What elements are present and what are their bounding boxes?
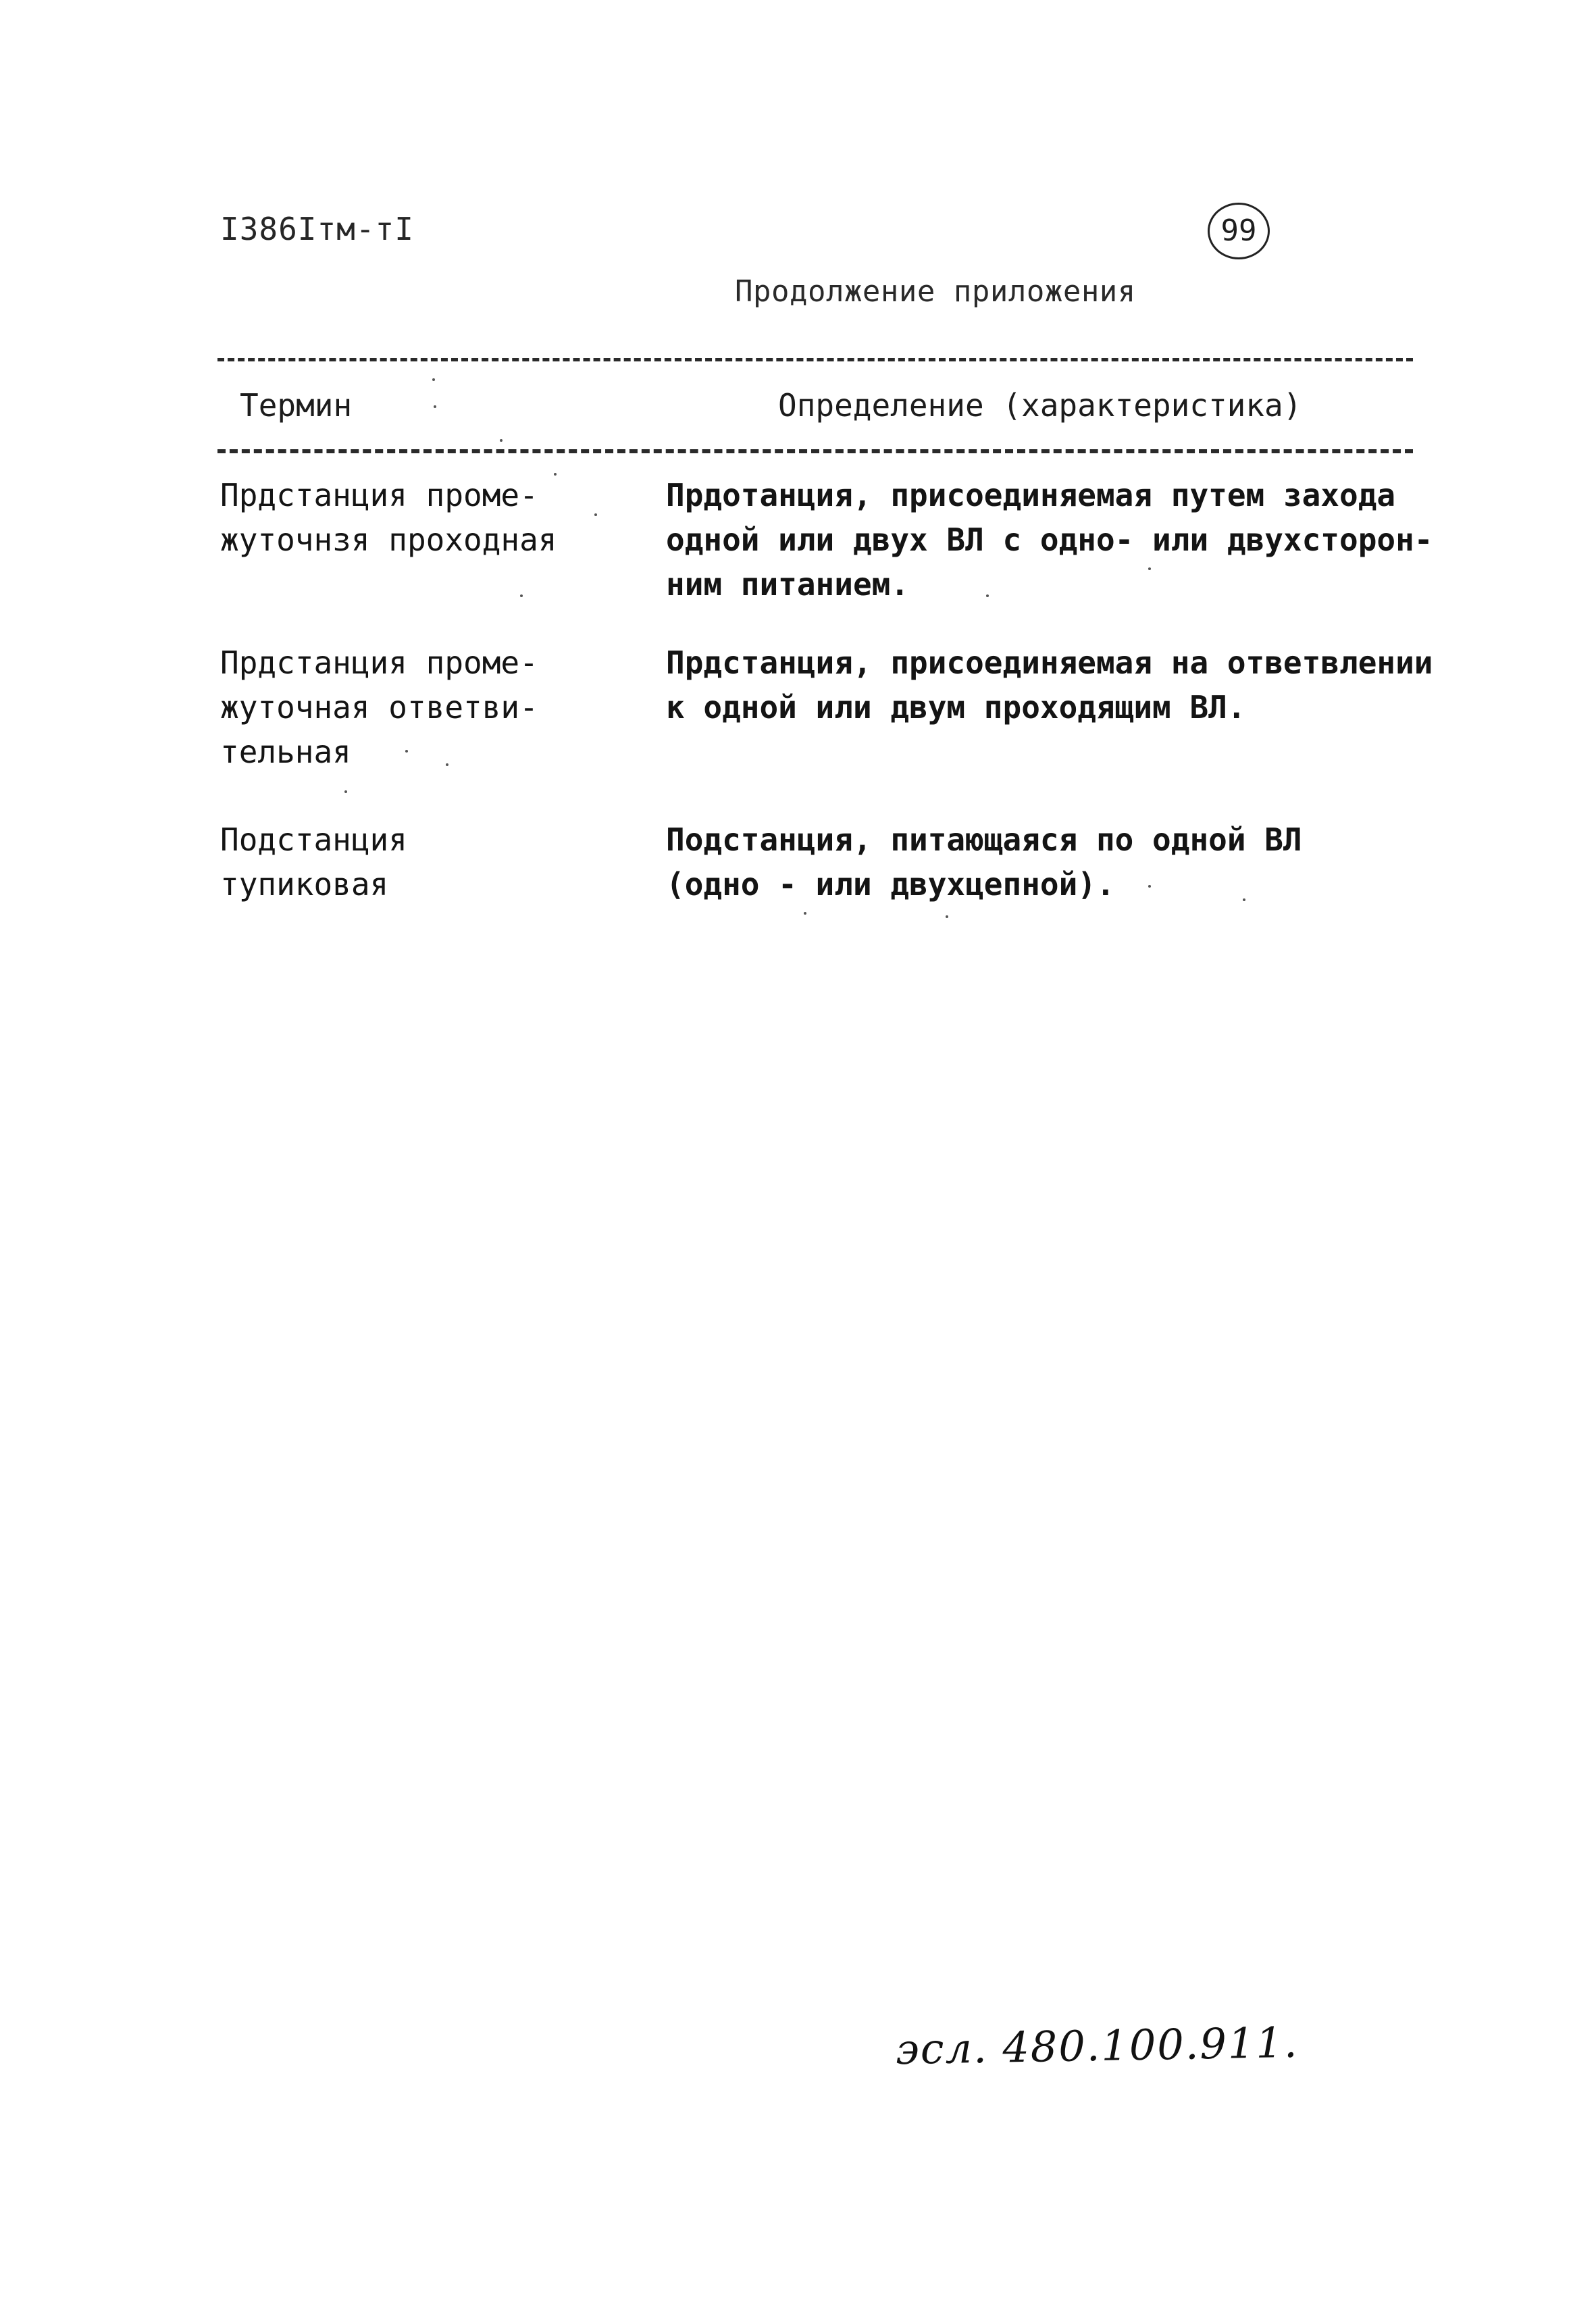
document-code: I386Iтм-тI — [220, 211, 414, 247]
column-header-definition: Определение (характеристика) — [778, 387, 1302, 424]
column-header-term: Термин — [240, 387, 353, 424]
table-top-rule — [217, 358, 1413, 361]
definition-cell: Подстанция, питающаяся по одной ВЛ (одно - или двухцепной). — [666, 821, 1302, 903]
table-header-rule — [217, 449, 1413, 453]
term-cell: Подстанция тупиковая — [220, 821, 407, 903]
term-cell: Прдстанция проме- жуточнзя проходная — [220, 477, 557, 558]
handwritten-note: эсл. 480.100.911. — [895, 2017, 1299, 2075]
definition-cell: Прдотанция, присоединяемая путем захода одной или двух ВЛ с одно- или двухсторон- ним питанием. — [666, 477, 1433, 603]
term-cell: Прдстанция проме- жуточная ответви- тельная — [220, 644, 538, 770]
continuation-heading: Продолжение приложения — [735, 274, 1136, 309]
page-number: 99 — [1208, 203, 1270, 259]
definition-cell: Прдстанция, присоединяемая на ответвлении к одной или двум проходящим ВЛ. — [666, 644, 1433, 726]
